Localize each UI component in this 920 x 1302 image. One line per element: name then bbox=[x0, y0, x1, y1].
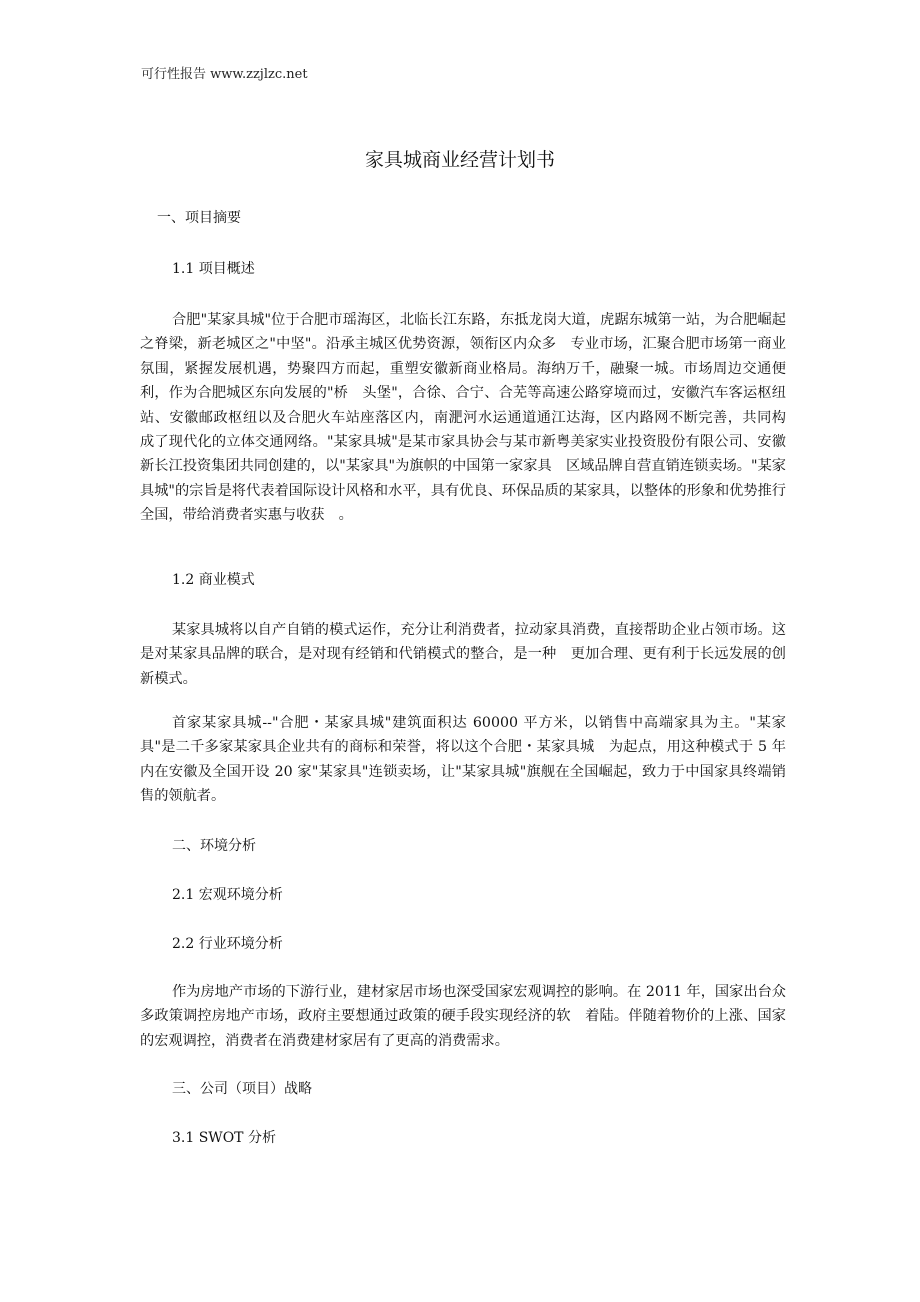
paragraph-overview: 合肥"某家具城"位于合肥市瑶海区，北临长江东路，东抵龙岗大道，虎踞东城第一站，为合肥崛起之脊梁，新老城区之"中坚"。沿承主城区优势资源，领衔区内众多 专业市场，汇聚合肥市场第一商业氛围，紧握发展机遇，势聚四方而起，重塑安徽新商业格局。海纳万千，融聚一城。市场周边交通便利，作为合肥城区东向发展的"桥 头堡"，合徐、合宁、合芜等高速公路穿境而过，安徽汽车客运枢纽站、安徽邮政枢纽以及合肥火车站座落区内，南淝河水运通道通江达海，区内路网不断完善，共同构 成了现代化的立体交通网络。"某家具城"是某市家具协会与某市新粤美家实业投资股份有限公司、安徽新长江投资集团共同创建的，以"某家具"为旗帜的中国第一家家具 区域品牌自营直销连锁卖场。"某家具城"的宗旨是将代表着国际设计风格和水平，具有优良、环保品质的某家具，以整体的形象和优势推行全国，带给消费者实惠与收获 。 bbox=[140, 312, 801, 524]
subsection-heading-macro: 2.1 宏观环境分析 bbox=[172, 887, 283, 903]
page-header: 可行性报告 www.zzjlzc.net bbox=[141, 67, 308, 82]
section-heading-environment: 二、环境分析 bbox=[172, 838, 256, 854]
subsection-heading-business-model: 1.2 商业模式 bbox=[172, 572, 255, 588]
paragraph-business-model-2: 首家某家具城--"合肥・某家具城"建筑面积达 60000 平方米，以销售中高端家具为主。"某家具"是二千多家某家具企业共有的商标和荣誉，将以这个合肥・某家具城 为起点，用这种模式于 5 年内在安徽及全国开设 20 家"某家具"连锁卖场，让"某家具城"旗舰在全国崛起，致力于中国家具终端销售的领航者。 bbox=[140, 715, 786, 805]
paragraph-industry: 作为房地产市场的下游行业，建材家居市场也深受国家宏观调控的影响。在 2011 年，国家出台众多政策调控房地产市场，政府主要想通过政策的硬手段实现经济的软 着陆。伴随着物价的上涨、国家的宏观调控，消费者在消费建材家居有了更高的消费需求。 bbox=[140, 984, 786, 1049]
paragraph-business-model-1: 某家具城将以自产自销的模式运作，充分让利消费者，拉动家具消费，直接帮助企业占领市场。这是对某家具品牌的联合，是对现有经销和代销模式的整合，是一种 更加合理、更有利于长远发展的创新模式。 bbox=[140, 622, 786, 687]
subsection-heading-swot: 3.1 SWOT 分析 bbox=[172, 1130, 276, 1146]
section-heading-strategy: 三、公司（项目）战略 bbox=[172, 1081, 312, 1097]
document-title: 家具城商业经营计划书 bbox=[364, 149, 555, 171]
section-heading-summary: 一、项目摘要 bbox=[157, 210, 241, 226]
subsection-heading-industry: 2.2 行业环境分析 bbox=[172, 936, 283, 952]
subsection-heading-overview: 1.1 项目概述 bbox=[172, 261, 255, 277]
